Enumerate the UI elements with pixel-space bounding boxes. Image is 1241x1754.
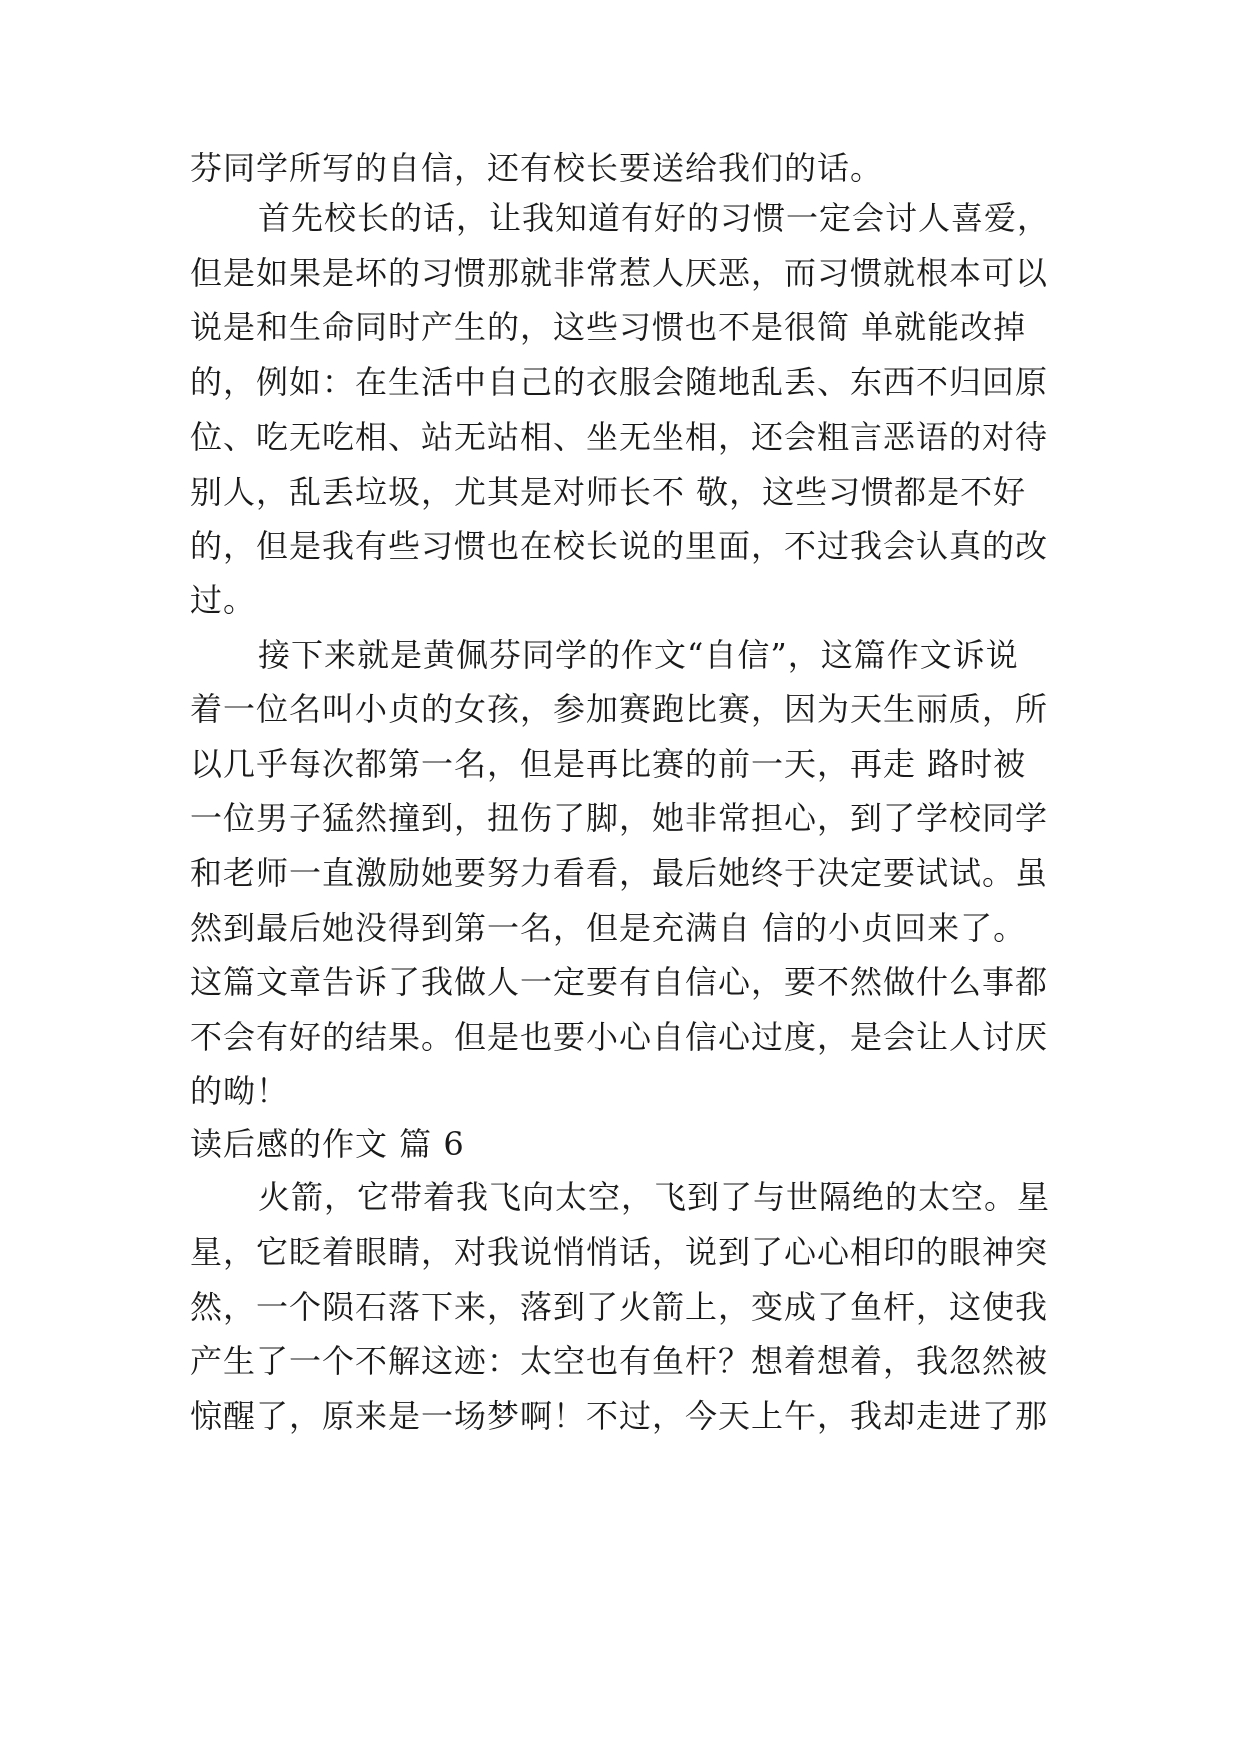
text-line: 别人，乱丢垃圾，尤其是对师长不 敬，这些习惯都是不好: [190, 473, 1027, 511]
text-line: 位、吃无吃相、站无站相、坐无坐相，还会粗言恶语的对待: [190, 418, 1049, 456]
section-heading: 读后感的作文 篇 6: [190, 1125, 465, 1163]
text-line: 然到最后她没得到第一名，但是充满自 信的小贞回来了。: [190, 909, 1027, 947]
text-line: 的，但是我有些习惯也在校长说的里面，不过我会认真的改: [190, 527, 1049, 565]
text-line: 着一位名叫小贞的女孩，参加赛跑比赛，因为天生丽质，所: [190, 690, 1049, 728]
text-line: 和老师一直激励她要努力看看，最后她终于决定要试试。虽: [190, 854, 1049, 892]
text-line: 的呦！: [190, 1072, 290, 1110]
text-line: 但是如果是坏的习惯那就非常惹人厌恶，而习惯就根本可以: [190, 254, 1049, 292]
text-line: 的，例如：在生活中自己的衣服会随地乱丢、东西不归回原: [190, 363, 1049, 401]
text-line: 一位男子猛然撞到，扭伤了脚，她非常担心，到了学校同学: [190, 799, 1049, 837]
text-line: 不会有好的结果。但是也要小心自信心过度，是会让人讨厌: [190, 1018, 1049, 1056]
paragraph-start-line: 首先校长的话，让我知道有好的习惯一定会讨人喜爱，: [258, 199, 1051, 237]
text-line: 产生了一个不解这迹：太空也有鱼杆？想着想着，我忽然被: [190, 1342, 1049, 1380]
text-line: 这篇文章告诉了我做人一定要有自信心，要不然做什么事都: [190, 963, 1049, 1001]
text-line: 芬同学所写的自信，还有校长要送给我们的话。: [190, 149, 884, 187]
text-line: 惊醒了，原来是一场梦啊！不过，今天上午，我却走进了那: [190, 1397, 1049, 1435]
text-line: 然，一个陨石落下来，落到了火箭上，变成了鱼杆，这使我: [190, 1288, 1049, 1326]
paragraph-start-line: 接下来就是黄佩芬同学的作文“自信”，这篇作文诉说: [258, 636, 1019, 674]
text-line: 过。: [190, 581, 257, 619]
text-line: 说是和生命同时产生的，这些习惯也不是很简 单就能改掉: [190, 308, 1027, 346]
paragraph-start-line: 火箭，它带着我飞向太空，飞到了与世隔绝的太空。星: [258, 1178, 1051, 1216]
text-line: 星，它眨着眼睛，对我说悄悄话，说到了心心相印的眼神突: [190, 1233, 1049, 1271]
text-line: 以几乎每次都第一名，但是再比赛的前一天，再走 路时被: [190, 745, 1027, 783]
